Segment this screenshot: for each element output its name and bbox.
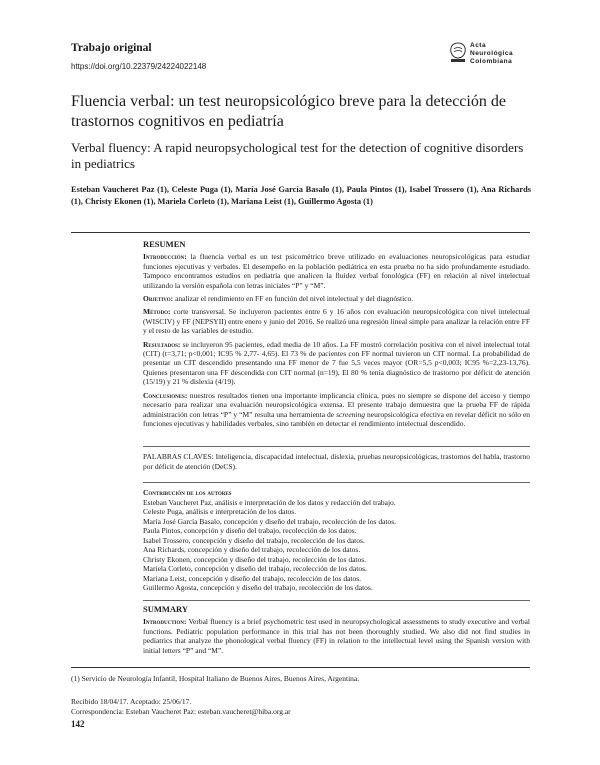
journal-logo-line: Colombiana xyxy=(470,58,513,65)
contribution-item: Mariela Corleto, concepción y diseño del trabajo, recolección de los datos. xyxy=(143,564,367,573)
contribution-item: Mariana Leist, concepción y diseño del trabajo, recolección de los datos. xyxy=(143,573,362,583)
contributions-heading: Contribución de los autores xyxy=(143,488,232,497)
divider xyxy=(143,482,530,483)
contribution-item: Paula Pintos, concepción y diseño del trabajo, recolección de los datos. xyxy=(143,526,357,535)
summary-introduction: Introduction: Verbal fluency is a brief psychometric test used in neuropsychological assessments to study executive and verbal functions. Pediatric population performance in this trial has not been thoroughly studied. We also did not find studies in pediatrics that analyze the phonological verbal fluency (FF) in relation to the intellectual level using the Spanish version with initial letters “P” and “M”. xyxy=(143,617,530,655)
resumen-conclusiones: Conclusiones: nuestros resultados tienen una importante implicancia clínica, pues no siempre se dispone del acceso y tiempo necesario para realizar una evaluación neuropsicológica extensa. El presente trabajo demuestra que la prueba FF de rápida administración con letras “P” y “M” resulta una herramienta de screening neuropsicológica efectiva en revelar déficit no sólo en funciones ejecutivas y habilidades verbales, sino también en detectar el rendimiento intelectual descendido. xyxy=(143,390,531,428)
journal-logo-icon xyxy=(448,41,468,63)
page-number: 142 xyxy=(71,719,85,729)
resumen-objetivo: Objetivo: analizar el rendimiento en FF en función del nivel intelectual y del diagnóstico. xyxy=(143,294,414,304)
correspondence: Correspondencia: Esteban Vaucheret Paz: esteban.vaucheret@hiba.org.ar xyxy=(71,707,291,716)
contribution-item: María José García Basalo, concepción y diseño del trabajo, recolección de los datos. xyxy=(143,516,397,526)
keywords-label: PALABRAS CLAVES: xyxy=(143,452,214,461)
section-label: Trabajo original xyxy=(71,42,152,54)
journal-logo-line: Neurológica xyxy=(470,50,514,57)
contribution-item: Ana Richards, concepción y diseño del trabajo, recolección de los datos. xyxy=(143,545,361,554)
keywords xyxy=(143,452,530,471)
keywords-text: Inteligencia, discapacidad intelectual, dislexia, pruebas neuropsicológicas, trastornos del habla, trastorno por déficit de atención (DeCS). xyxy=(143,452,531,471)
summary-block xyxy=(143,605,530,659)
divider xyxy=(143,446,530,447)
doi-link[interactable]: https://doi.org/10.22379/24224022148 xyxy=(71,62,207,71)
summary-heading: SUMMARY xyxy=(143,604,189,614)
journal-logo xyxy=(448,40,568,74)
journal-logo-line: Acta xyxy=(470,42,487,49)
divider xyxy=(71,667,530,668)
received-accepted-dates: Recibido 18/04/17. Aceptado: 25/06/17. xyxy=(71,697,192,706)
contribution-item: Guillermo Agosta, concepción y diseño del trabajo, recolección de los datos. xyxy=(143,583,373,592)
affiliation-footnote: (1) Servicio de Neurología Infantil, Hospital Italiano de Buenos Aires, Buenos Aires, Argentina. xyxy=(71,674,360,683)
resumen-metodo: Método: corte transversal. Se incluyeron pacientes entre 6 y 16 años con evaluación neuropsicológica con nivel intelectual (WISCIV) y FF (NEPSYII) entre enero y junio del 2016. Se realizó una regresión lineal simple para analizar la relación entre FF y el resto de las variables de estudio. xyxy=(143,307,531,336)
contribution-item: Isabel Trossero, concepción y diseño del trabajo, recolección de los datos. xyxy=(143,535,365,545)
title-spanish: Fluencia verbal: un test neuropsicológico breve para la detección de trastornos cognitivos en pediatría xyxy=(71,93,506,130)
resumen-resultados: Resultados: se incluyeron 95 pacientes, edad media de 10 años. La FF mostró correlación positiva con el nivel intelectual total (CIT) (t=3,71; p<0,001; IC95 % 2,77- 4,65). El 73 % de pacientes con FF normal tuvieron un CIT normal. La probabilidad de presentar un CIT descendido presentando una FF menor de 7 fue 5,5 veces mayor (OR=5,5 p<0,003; IC95 %=2,23-13,76). Quienes presentaron una FF descendida con CIT normal (n=19), El 80 % tenía diagnóstico de trastorno por déficit de atención (15/19) y 21 % dislexia (4/19). xyxy=(143,339,530,387)
author-list: Esteban Vaucheret Paz (1), Celeste Puga (1), María José García Basalo (1), Paula Pintos (1), Isabel Trossero (1), Ana Richards (1), Christy Ekonen (1), Mariela Corleto (1), Mariana Leist (1), Guillermo Agosta (1) xyxy=(71,185,531,206)
contribution-item: Christy Ekonen, concepción y diseño del trabajo, recolección de los datos. xyxy=(143,554,367,564)
title-english: Verbal fluency: A rapid neuropsychological test for the detection of cognitive disorders in pediatrics xyxy=(71,140,524,171)
resumen-block xyxy=(143,240,530,432)
contribution-item: Esteban Vaucheret Paz, análisis e interpretación de los datos y redacción del trabajo. xyxy=(143,497,396,507)
contribution-item: Celeste Puga, análisis e interpretación de los datos. xyxy=(143,507,297,516)
divider xyxy=(143,600,530,601)
resumen-introduccion: Introducción: la fluencia verbal es un test psicométrico breve utilizado en evaluaciones neuropsicológicas para estudiar funciones ejecutivas y verbales. El desempeño en la población pediátrica en esta prueba no ha sido profundamente estudiado. Tampoco encontramos estudios en pediatría que analicen la fluidez verbal fonológica (FF) en relación al nivel intelectual utilizando la versión española con letras iniciales “P” y “M”. xyxy=(143,252,531,290)
contributions-block xyxy=(143,488,530,593)
divider xyxy=(71,232,530,233)
resumen-heading: RESUMEN xyxy=(143,239,186,249)
